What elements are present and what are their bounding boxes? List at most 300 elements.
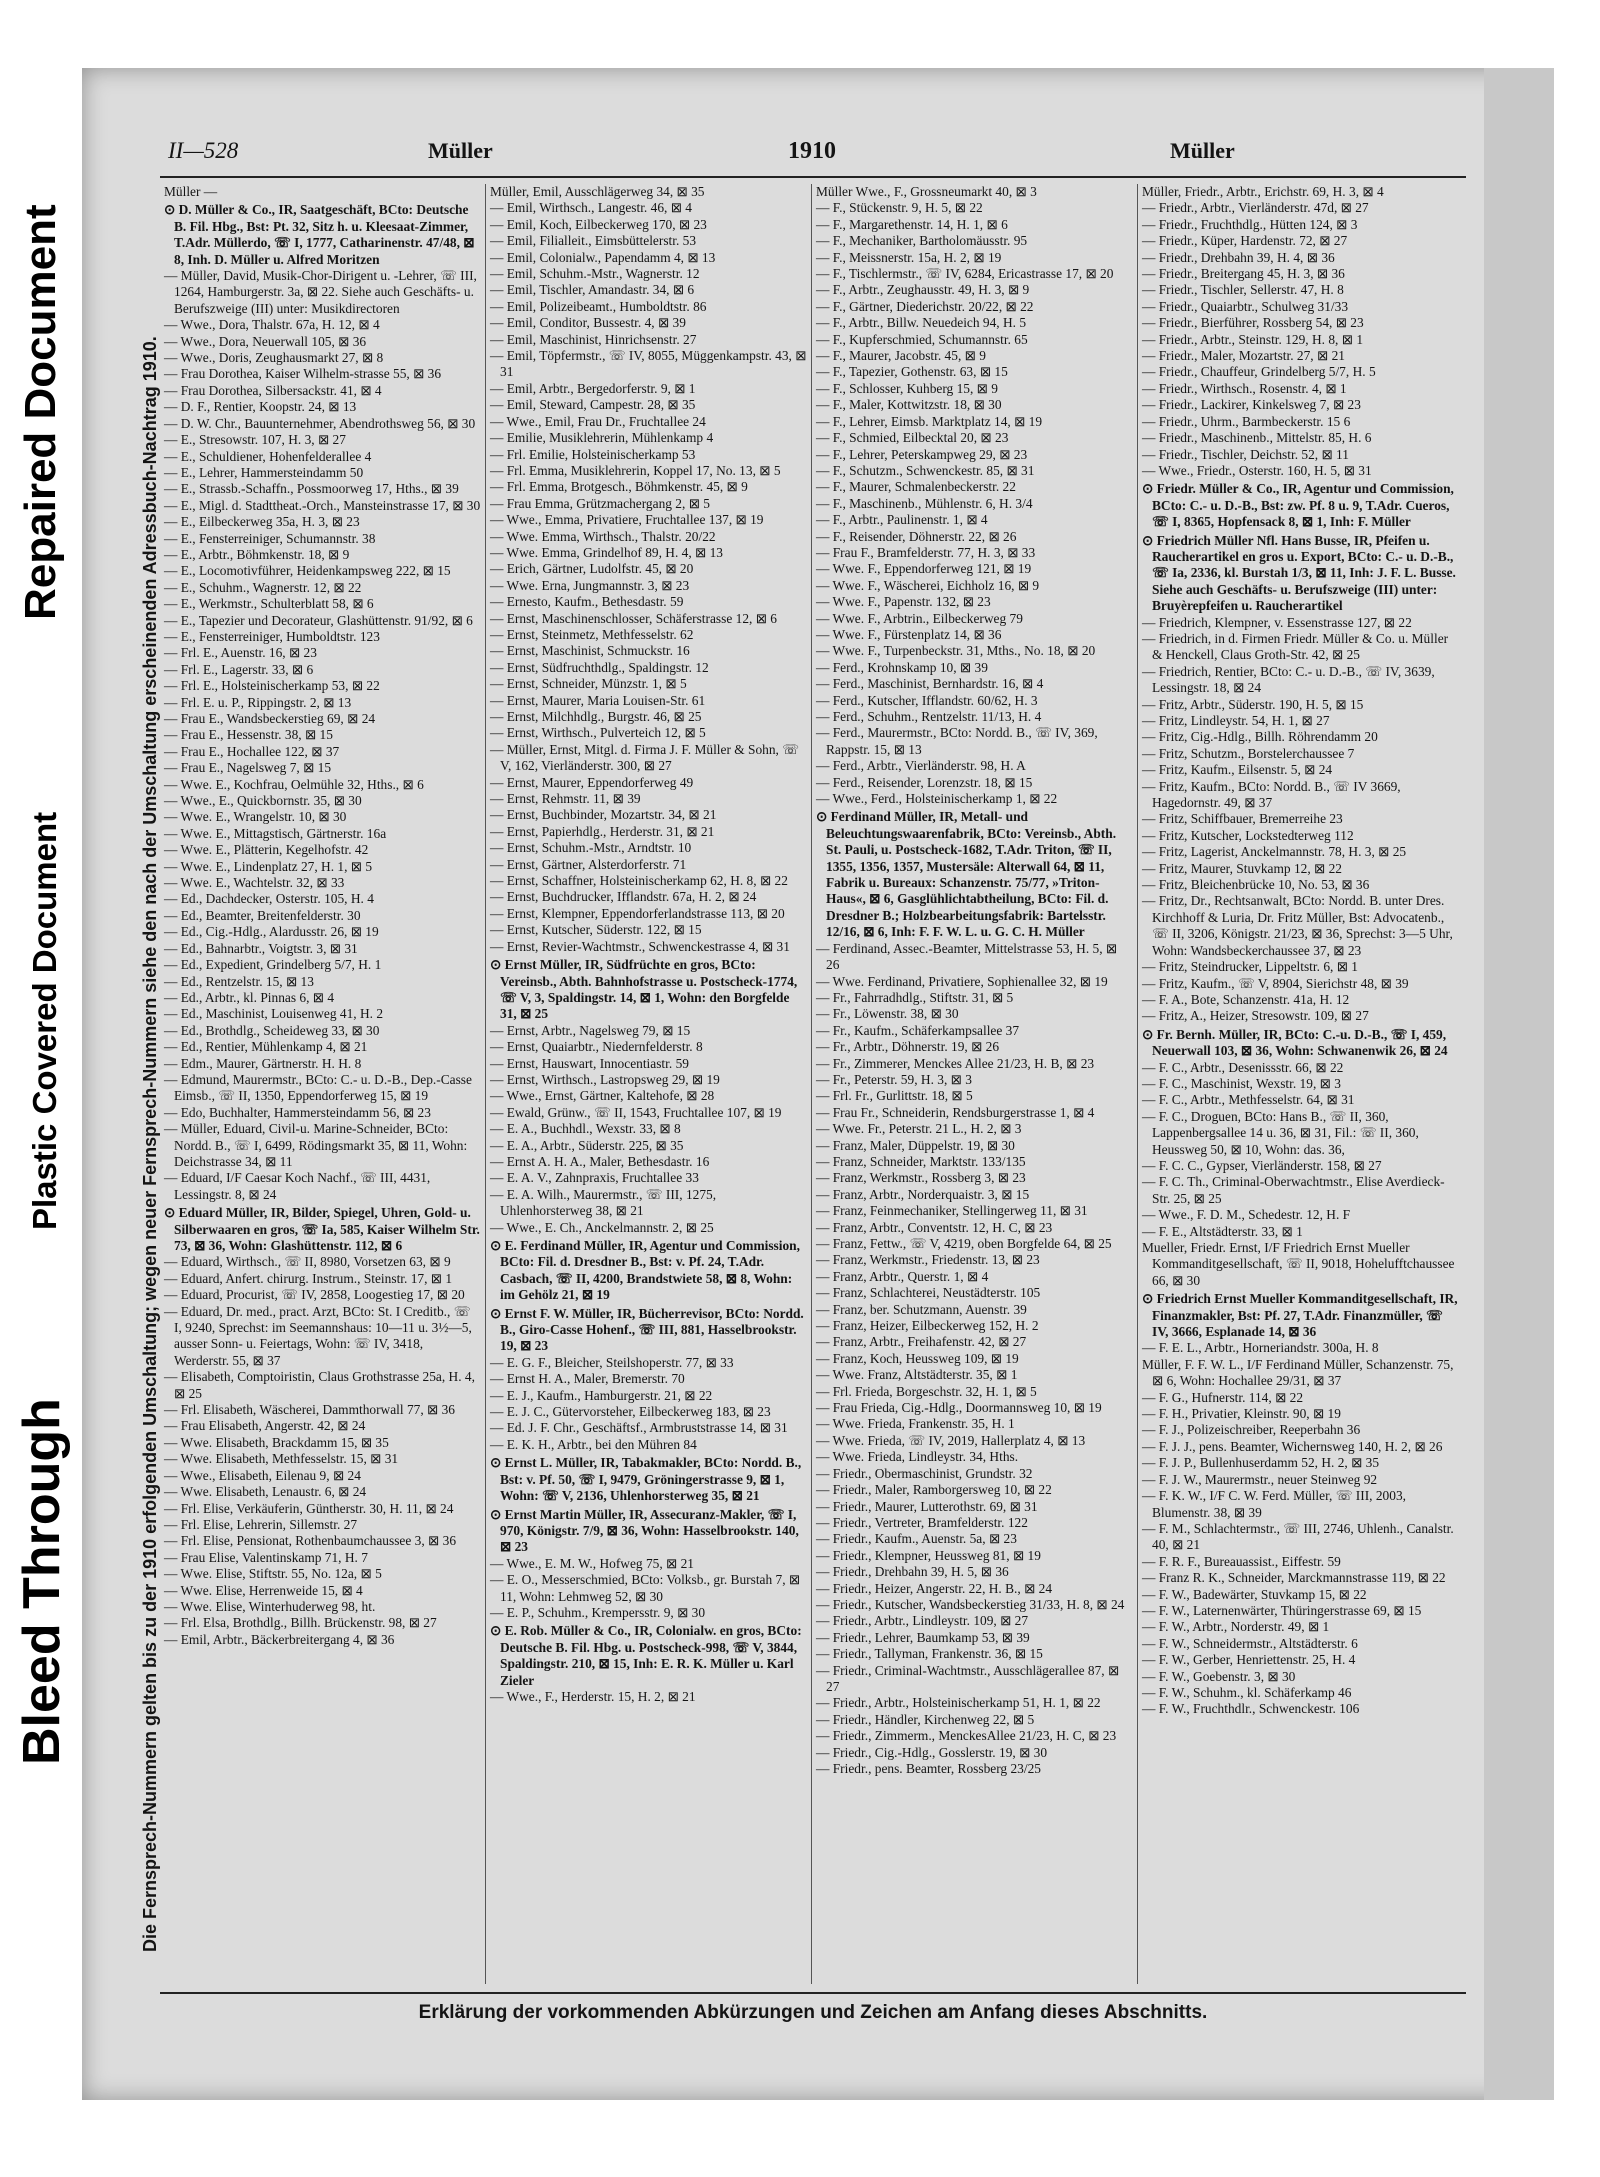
directory-entry: — Ed., Bahnarbtr., Voigtstr. 3, ⊠ 31 bbox=[164, 940, 358, 956]
directory-entry: — Wwe., E. Ch., Anckelmannstr. 2, ⊠ 25 bbox=[490, 1219, 714, 1235]
directory-entry: — F. C., Arbtr., Desenissstr. 66, ⊠ 22 bbox=[1142, 1059, 1344, 1075]
directory-entry: — E., Stresowstr. 107, H. 3, ⊠ 27 bbox=[164, 432, 346, 448]
directory-entry: — F., Lehrer, Peterskampweg 29, ⊠ 23 bbox=[816, 446, 1028, 462]
directory-entry: — Emil, Töpfermstr., ☏ IV, 8055, Müggenkampstr. 43, ⊠ 31 bbox=[490, 348, 807, 380]
directory-entry: — Wwe. E., Lindenplatz 27, H. 1, ⊠ 5 bbox=[164, 858, 373, 874]
directory-entry: — F., Maurer, Jacobstr. 45, ⊠ 9 bbox=[816, 348, 986, 364]
directory-entry: — Wwe. Elise, Stiftstr. 55, No. 12a, ⊠ 5 bbox=[164, 1566, 382, 1582]
directory-entry: — Edm., Maurer, Gärtnerstr. H. H. 8 bbox=[164, 1055, 362, 1071]
directory-entry: — E., Lehrer, Hammersteindamm 50 bbox=[164, 464, 364, 480]
directory-entry: — F. J., Polizeischreiber, Reeperbahn 36 bbox=[1142, 1422, 1361, 1438]
directory-entry: — Ferd., Krohnskamp 10, ⊠ 39 bbox=[816, 659, 988, 675]
directory-entry: — Fritz, Lindleystr. 54, H. 1, ⊠ 27 bbox=[1142, 713, 1330, 728]
directory-entry: — E. J. C., Gütervorsteher, Eilbeckerweg 183, ⊠ 23 bbox=[490, 1404, 771, 1420]
directory-entry: — E., Tapezier und Decorateur, Glashüttenstr. 91/92, ⊠ 6 bbox=[164, 612, 473, 628]
directory-entry: — Frl. E. u. P., Rippingstr. 2, ⊠ 13 bbox=[164, 694, 352, 710]
page-number: II—528 bbox=[168, 138, 239, 163]
directory-entry: — Wwe., Emil, Frau Dr., Fruchtallee 24 bbox=[490, 413, 706, 429]
directory-entry: — Ed., Rentzelstr. 15, ⊠ 13 bbox=[164, 973, 314, 989]
header-rule bbox=[160, 176, 1466, 178]
directory-entry: — Emil, Steward, Campestr. 28, ⊠ 35 bbox=[490, 397, 696, 413]
directory-entry: — Wwe., F., Herderstr. 15, H. 2, ⊠ 21 bbox=[490, 1688, 696, 1704]
directory-entry: — Ernst, Schneider, Münzstr. 1, ⊠ 5 bbox=[490, 676, 687, 692]
directory-entry: — F., Reisender, Döhnerstr. 22, ⊠ 26 bbox=[816, 528, 1017, 544]
directory-entry: — Friedr., Arbtr., Steinstr. 129, H. 8, ⊠ 1 bbox=[1142, 331, 1364, 347]
directory-entry: — Wwe. E., Mittagstisch, Gärtnerstr. 16a bbox=[164, 825, 387, 841]
directory-entry: — F., Mechaniker, Bartholomäusstr. 95 bbox=[816, 233, 1028, 249]
directory-entry: — Friedr., Quaiarbtr., Schulweg 31/33 bbox=[1142, 298, 1349, 314]
directory-entry: ⊙ Eduard Müller, IR, Bilder, Spiegel, Uhren, Gold- u. Silberwaaren en gros, ☏ Ia, 585, Kaiser Wilhelm Str. 73, ⊠ 36, Wohn: Glashüttenstr. 112, ⊠ 6 bbox=[164, 1205, 480, 1253]
directory-entry: — Frau E., Wandsbeckerstieg 69, ⊠ 24 bbox=[164, 711, 376, 726]
directory-entry: — Ernst, Rehmstr. 11, ⊠ 39 bbox=[490, 791, 641, 807]
directory-entry: — E., Locomotivführer, Heidenkampsweg 222, ⊠ 15 bbox=[164, 563, 451, 579]
directory-entry: Müller, F. F. W. L., I/F Ferdinand Müller, Schanzenstr. 75, ⊠ 6, Wohn: Hochallee 29/31, ⊠ 37 bbox=[1142, 1356, 1454, 1389]
directory-entry: — Fr., Zimmerer, Menckes Allee 21/23, H. B, ⊠ 23 bbox=[816, 1055, 1095, 1071]
page-header bbox=[160, 132, 1466, 176]
directory-entry: — Franz, Feinmechaniker, Stellingerweg 11, ⊠ 31 bbox=[816, 1203, 1088, 1219]
directory-entry: — E., Migl. d. Stadttheat.-Orch., Mansteinstrasse 17, ⊠ 30 bbox=[164, 497, 481, 513]
directory-entry: — Ernst A. H. A., Maler, Bethesdastr. 16 bbox=[490, 1153, 710, 1169]
directory-entry: — Ernst, Arbtr., Nagelsweg 79, ⊠ 15 bbox=[490, 1022, 691, 1038]
directory-entry: — F. C., Maschinist, Wexstr. 19, ⊠ 3 bbox=[1142, 1075, 1341, 1091]
directory-entry: — E., Fensterreiniger, Schumannstr. 38 bbox=[164, 530, 376, 546]
directory-entry: — Emil, Arbtr., Bäckerbreitergang 4, ⊠ 36 bbox=[164, 1631, 395, 1647]
directory-entry: — Ernst, Revier-Wachtmstr., Schwenckestrasse 4, ⊠ 31 bbox=[490, 938, 790, 954]
directory-entry: — Franz, Heizer, Eilbeckerweg 152, H. 2 bbox=[816, 1318, 1039, 1334]
directory-entry: — Ewald, Grünw., ☏ II, 1543, Fruchtallee 107, ⊠ 19 bbox=[490, 1104, 782, 1120]
directory-entry: — E. P., Schuhm., Krempersstr. 9, ⊠ 30 bbox=[490, 1604, 706, 1620]
directory-entry: — Wwe. Frieda, Lindleystr. 34, Hths. bbox=[816, 1449, 1019, 1465]
directory-entry: Müller, Friedr., Arbtr., Erichstr. 69, H. 3, ⊠ 4 bbox=[1142, 184, 1384, 199]
directory-entry: — Fritz, A., Heizer, Stresowstr. 109, ⊠ 27 bbox=[1142, 1008, 1369, 1024]
directory-entry: — Ernst, Klempner, Eppendorferlandstrasse 113, ⊠ 20 bbox=[490, 905, 785, 921]
directory-entry: — E. K. H., Arbtr., bei den Mühren 84 bbox=[490, 1436, 697, 1452]
directory-entry: — F. W., Badewärter, Stuvkamp 15, ⊠ 22 bbox=[1142, 1586, 1367, 1602]
directory-entry: — F., Schlosser, Kuhberg 15, ⊠ 9 bbox=[816, 380, 998, 396]
directory-entry: — Friedrich, in d. Firmen Friedr. Müller & Co. u. Müller & Henckell, Claus Groth-Str. 42, ⊠ 25 bbox=[1142, 630, 1449, 663]
directory-entry: — Frl. Elise, Verkäuferin, Güntherstr. 30, H. 11, ⊠ 24 bbox=[164, 1500, 454, 1516]
directory-entry: — F. C. C., Gypser, Vierländerstr. 158, ⊠ 27 bbox=[1142, 1157, 1382, 1173]
directory-entry: — Ed. J. F. Chr., Geschäftsf., Armbruststrasse 14, ⊠ 31 bbox=[490, 1420, 788, 1436]
directory-entry: — Fr., Peterstr. 59, H. 3, ⊠ 3 bbox=[816, 1071, 972, 1087]
directory-entry: — F., Meissnerstr. 15a, H. 2, ⊠ 19 bbox=[816, 249, 1002, 265]
directory-entry: ⊙ D. Müller & Co., IR, Saatgeschäft, BCto: Deutsche B. Fil. Hbg., Bst: Pt. 32, Sitz h. u. Kleesaat-Zimmer, T.Adr. Müllerdo, ☏ I, 1777, Catharinenstr. 47/48, ⊠ 8, Inh. D. Müller u. Alfred Moritzen bbox=[164, 202, 475, 267]
directory-entry: — Friedr., Drehbahn 39, H. 4, ⊠ 36 bbox=[1142, 249, 1335, 265]
directory-entry: — Friedr., Lackirer, Kinkelsweg 7, ⊠ 23 bbox=[1142, 397, 1361, 413]
directory-entry: — Fritz, Cig.-Hdlg., Billh. Röhrendamm 20 bbox=[1142, 729, 1378, 745]
directory-entry: — D. W. Chr., Bauunternehmer, Abendrothsweg 56, ⊠ 30 bbox=[164, 415, 476, 431]
directory-entry: — Wwe. Emma, Grindelhof 89, H. 4, ⊠ 13 bbox=[490, 544, 723, 560]
directory-entry: — E., Schuhm., Wagnerstr. 12, ⊠ 22 bbox=[164, 579, 362, 595]
directory-entry: — Friedr., Chauffeur, Grindelberg 5/7, H. 5 bbox=[1142, 364, 1376, 380]
directory-entry: — F., Arbtr., Billw. Neuedeich 94, H. 5 bbox=[816, 315, 1027, 331]
directory-entry: — Ed., Maschinist, Louisenweg 41, H. 2 bbox=[164, 1006, 384, 1022]
directory-entry: — Frau E., Nagelsweg 7, ⊠ 15 bbox=[164, 760, 332, 776]
directory-entry: — Wwe. Franz, Altstädterstr. 35, ⊠ 1 bbox=[816, 1367, 1018, 1383]
directory-entry: — Frau Fr., Schneiderin, Rendsburgerstrasse 1, ⊠ 4 bbox=[816, 1104, 1095, 1120]
directory-entry: — Fr., Löwenstr. 38, ⊠ 30 bbox=[816, 1006, 959, 1022]
directory-entry: — Franz, Arbtr., Querstr. 1, ⊠ 4 bbox=[816, 1268, 989, 1284]
directory-entry: — Wwe., Dora, Neuerwall 105, ⊠ 36 bbox=[164, 333, 367, 349]
directory-entry: — Ed., Expedient, Grindelberg 5/7, H. 1 bbox=[164, 957, 382, 973]
header-year: 1910 bbox=[788, 138, 836, 164]
column-1 bbox=[160, 184, 486, 1984]
directory-entry: — Emil, Wirthsch., Langestr. 46, ⊠ 4 bbox=[490, 200, 692, 216]
directory-entry: — Wwe. Elisabeth, Brackdamm 15, ⊠ 35 bbox=[164, 1434, 389, 1450]
directory-entry: — F. W., Schneidermstr., Altstädterstr. 6 bbox=[1142, 1635, 1358, 1651]
directory-entry: ⊙ Ferdinand Müller, IR, Metall- und Beleuchtungswaarenfabrik, BCto: Vereinsb., Abth. St. Pauli, u. Postscheck-1682, T.Adr. Triton, ☏ II, 1355, 1356, 1357, Mustersäle: Alterwall 64, ⊠ 11, Fabrik u. Bureaux: Schanzenstr. 75/77, »Triton-Haus«, ⊠ 6, Gasglühlichtabtheilung, BCto: Fil. d. Dresdner B.; Holzbearbeitungsfabrik: Bartelsstr. 12/16, ⊠ 6, Inh: F. F. W. L. u. G. C. H. Müller bbox=[816, 809, 1117, 940]
directory-entry: Müller, Emil, Ausschlägerweg 34, ⊠ 35 bbox=[490, 184, 705, 199]
directory-entry: — F. W., Fruchthdlr., Schwenckestr. 106 bbox=[1142, 1701, 1360, 1717]
directory-entry: — Ernst, Hauswart, Innocentiastr. 59 bbox=[490, 1055, 689, 1071]
directory-entry: — Ernst, Maurer, Maria Louisen-Str. 61 bbox=[490, 692, 706, 708]
directory-entry: — F. W., Schuhm., kl. Schäferkamp 46 bbox=[1142, 1684, 1352, 1700]
directory-entry: — Wwe., Ernst, Gärtner, Kaltehofe, ⊠ 28 bbox=[490, 1088, 715, 1104]
directory-entry: — Frl. Fr., Gurlittstr. 18, ⊠ 5 bbox=[816, 1088, 973, 1104]
directory-entry: — Ernst, Milchhdlg., Burgstr. 46, ⊠ 25 bbox=[490, 709, 702, 724]
directory-entry: — F., Stückenstr. 9, H. 5, ⊠ 22 bbox=[816, 200, 983, 216]
directory-entry: — Friedr., Criminal-Wachtmstr., Ausschlägerallee 87, ⊠ 27 bbox=[816, 1662, 1120, 1694]
directory-entry: — F. H., Privatier, Kleinstr. 90, ⊠ 19 bbox=[1142, 1406, 1341, 1422]
directory-entry: — Wwe. E., Wachtelstr. 32, ⊠ 33 bbox=[164, 875, 345, 891]
directory-entry: — Ernst, Gärtner, Alsterdorferstr. 71 bbox=[490, 856, 687, 872]
directory-entry: — F. J. P., Bullenhuserdamm 52, H. 2, ⊠ 35 bbox=[1142, 1455, 1380, 1471]
directory-entry: — Wwe. F., Turpenbeckstr. 31, Mths., No. 18, ⊠ 20 bbox=[816, 643, 1096, 659]
directory-entry: — Friedr., Wirthsch., Rosenstr. 4, ⊠ 1 bbox=[1142, 380, 1347, 396]
directory-entry: — Friedr., Breitergang 45, H. 3, ⊠ 36 bbox=[1142, 266, 1345, 282]
directory-entry: — Franz, Schneider, Marktstr. 133/135 bbox=[816, 1153, 1026, 1169]
directory-entry: ⊙ Friedrich Ernst Mueller Kommanditgesellschaft, IR, Finanzmakler, Bst: Pf. 27, T.Adr. Finanzmüller, ☏ IV, 3666, Esplanade 14, ⊠ 36 bbox=[1142, 1291, 1458, 1340]
directory-entry: — Fr., Kaufm., Schäferkampsallee 37 bbox=[816, 1022, 1020, 1038]
directory-entry: — E., Strassb.-Schaffn., Possmoorweg 17, Hths., ⊠ 39 bbox=[164, 481, 459, 497]
directory-entry: — Emil, Maschinist, Hinrichsenstr. 27 bbox=[490, 331, 697, 347]
directory-entry: — Wwe. F., Fürstenplatz 14, ⊠ 36 bbox=[816, 626, 1002, 642]
directory-entry: — Frau Dorothea, Silbersackstr. 41, ⊠ 4 bbox=[164, 382, 382, 398]
bleed-through-label: Bleed Through bbox=[13, 1398, 71, 1765]
directory-entry: — Eduard, Procurist, ☏ IV, 2858, Loogestieg 17, ⊠ 20 bbox=[164, 1287, 465, 1303]
directory-entry: — Ed., Dachdecker, Osterstr. 105, H. 4 bbox=[164, 891, 374, 907]
directory-entry: — Edmund, Maurermstr., BCto: C.- u. D.-B., Dep.-Casse Eimsb., ☏ II, 1350, Eppendorferweg 15, ⊠ 19 bbox=[164, 1071, 472, 1104]
directory-entry: — Müller, David, Musik-Chor-Dirigent u. -Lehrer, ☏ III, 1264, Hamburgerstr. 3a, ⊠ 22. Siehe auch Geschäfts- u. Berufszweige (III) unter: Musikdirectoren bbox=[164, 268, 477, 316]
directory-entry: — Frau E., Hessenstr. 38, ⊠ 15 bbox=[164, 727, 333, 743]
directory-entry: — Emil, Colonialw., Papendamm 4, ⊠ 13 bbox=[490, 249, 716, 265]
directory-entry: — Eduard, Wirthsch., ☏ II, 8980, Vorsetzen 63, ⊠ 9 bbox=[164, 1254, 451, 1270]
directory-entry: — Fritz, Lagerist, Anckelmannstr. 78, H. 3, ⊠ 25 bbox=[1142, 844, 1407, 860]
directory-entry: — Franz, ber. Schutzmann, Auenstr. 39 bbox=[816, 1301, 1027, 1317]
directory-entry: — Franz, Schlachterei, Neustädterstr. 105 bbox=[816, 1285, 1041, 1301]
directory-entry: — Frl. Frieda, Borgeschstr. 32, H. 1, ⊠ 5 bbox=[816, 1383, 1037, 1399]
directory-entry: — Wwe., Doris, Zeughausmarkt 27, ⊠ 8 bbox=[164, 350, 384, 366]
directory-entry: — Wwe. E., Kochfrau, Oelmühle 32, Hths., ⊠ 6 bbox=[164, 776, 424, 792]
directory-entry: — Ernst, Quaiarbtr., Niedernfelderstr. 8 bbox=[490, 1039, 703, 1055]
directory-entry: — E., Arbtr., Böhmkenstr. 18, ⊠ 9 bbox=[164, 546, 350, 562]
directory-entry: — Friedr., Bierführer, Rossberg 54, ⊠ 23 bbox=[1142, 315, 1364, 331]
directory-entry: — Fritz, Arbtr., Süderstr. 190, H. 5, ⊠ 15 bbox=[1142, 696, 1364, 712]
directory-entry: — Frl. Emma, Brotgesch., Böhmkenstr. 45, ⊠ 9 bbox=[490, 479, 748, 495]
directory-entry: ⊙ Ernst Martin Müller, IR, Assecuranz-Makler, ☏ I, 970, Königstr. 7/9, ⊠ 36, Wohn: Hasselbrookstr. 140, ⊠ 23 bbox=[490, 1506, 799, 1555]
directory-entry: — Ernst, Buchbinder, Mozartstr. 34, ⊠ 21 bbox=[490, 807, 717, 823]
directory-entry: — Ed., Brothdlg., Scheideweg 33, ⊠ 30 bbox=[164, 1022, 380, 1038]
telephone-notice: Die Fernsprech-Nummern gelten bis zu der 1910 erfolgenden Umschaltung; wegen neuer Fernsprech-Nummern siehe den nach der Umschaltung erscheinenden Adressbuch-Nachtrag 1910. bbox=[140, 336, 160, 1952]
directory-entry: — Emil, Conditor, Bussestr. 4, ⊠ 39 bbox=[490, 315, 686, 331]
directory-entry: — Ernst, Südfruchthdlg., Spaldingstr. 12 bbox=[490, 659, 709, 675]
directory-entry: — Ernst, Schuhm.-Mstr., Arndtstr. 10 bbox=[490, 840, 692, 856]
directory-entry: — Fritz, Steindrucker, Lippeltstr. 6, ⊠ 1 bbox=[1142, 959, 1358, 975]
abbreviation-footer: Erklärung der vorkommenden Abkürzungen und Zeichen am Anfang dieses Abschnitts. bbox=[418, 2002, 1208, 2023]
directory-entry: — Friedr., Maler, Mozartstr. 27, ⊠ 21 bbox=[1142, 348, 1345, 364]
directory-entry: — Frau Frieda, Cig.-Hdlg., Doormannsweg 10, ⊠ 19 bbox=[816, 1400, 1102, 1416]
directory-entry: — Franz, Arbtr., Conventstr. 12, H. C, ⊠ 23 bbox=[816, 1219, 1053, 1235]
directory-entry: — Frl. Elise, Pensionat, Rothenbaumchaussee 3, ⊠ 36 bbox=[164, 1533, 457, 1549]
directory-entry: — Wwe. Elisabeth, Methfesselstr. 15, ⊠ 31 bbox=[164, 1451, 399, 1467]
directory-entry: — Friedr., Lehrer, Baumkamp 53, ⊠ 39 bbox=[816, 1629, 1030, 1645]
directory-entry: — Friedr., Arbtr., Lindleystr. 109, ⊠ 27 bbox=[816, 1613, 1029, 1629]
directory-entry: — D. F., Rentier, Koopstr. 24, ⊠ 13 bbox=[164, 399, 357, 415]
directory-entry: — F. J. W., Maurermstr., neuer Steinweg 92 bbox=[1142, 1471, 1378, 1487]
directory-entry: — Eduard, Dr. med., pract. Arzt, BCto: St. I Creditb., ☏ I, 9240, Sprechst: im Seemannshaus: 10—11 u. 3½—5, ausser Sonn- u. Feiertags, Wohn: ☏ IV, 3418, Werderstr. 55, ⊠ 37 bbox=[164, 1303, 472, 1368]
directory-entry: ⊙ E. Rob. Müller & Co., IR, Colonialw. en gros, BCto: Deutsche B. Fil. Hbg. u. Postscheck-998, ☏ V, 3844, Spaldingstr. 210, ⊠ 15, Inh: E. R. K. Müller u. Karl Zieler bbox=[490, 1623, 802, 1688]
directory-entry: — E., Werkmstr., Schulterblatt 58, ⊠ 6 bbox=[164, 596, 374, 612]
footer-rule bbox=[160, 1992, 1466, 1994]
directory-entry: — F., Gärtner, Diederichstr. 20/22, ⊠ 22 bbox=[816, 298, 1034, 314]
directory-entry: — F. W., Goebenstr. 3, ⊠ 30 bbox=[1142, 1668, 1296, 1684]
directory-entry: — E., Schuldiener, Hohenfelderallee 4 bbox=[164, 448, 372, 464]
directory-entry: — Friedr., Maler, Ramborgersweg 10, ⊠ 22 bbox=[816, 1482, 1052, 1498]
directory-entry: — Ferd., Schuhm., Rentzelstr. 11/13, H. 4 bbox=[816, 709, 1042, 724]
directory-entry: — Franz, Koch, Heussweg 109, ⊠ 19 bbox=[816, 1350, 1019, 1366]
directory-entry: — Emil, Filialleit., Eimsbüttelerstr. 53 bbox=[490, 233, 697, 249]
directory-entry: — Frl. E., Lagerstr. 33, ⊠ 6 bbox=[164, 661, 314, 677]
directory-entry: — Wwe. Frieda, ☏ IV, 2019, Hallerplatz 4, ⊠ 13 bbox=[816, 1432, 1086, 1448]
directory-entry: ⊙ Ernst F. W. Müller, IR, Bücherrevisor, BCto: Nordd. B., Giro-Casse Hohenf., ☏ III, 881, Hasselbrookstr. 19, ⊠ 23 bbox=[490, 1305, 804, 1354]
directory-entry: — Ernst, Wirthsch., Pulverteich 12, ⊠ 5 bbox=[490, 725, 706, 741]
directory-entry: — Wwe. E., Plätterin, Kegelhofstr. 42 bbox=[164, 842, 369, 858]
directory-entry: ⊙ Friedr. Müller & Co., IR, Agentur und Commission, BCto: C.- u. D.-B., Bst: zw. Pf. 8 u. 9, T.Adr. Cueros, ☏ I, 8365, Hopfensack 8, ⊠ 1, Inh: F. Müller bbox=[1142, 481, 1454, 530]
directory-entry: — Franz, Werkmstr., Friedenstr. 13, ⊠ 23 bbox=[816, 1252, 1040, 1268]
directory-entry: — Friedr., Maschinenb., Mittelstr. 85, H. 6 bbox=[1142, 430, 1372, 446]
directory-entry: — F., Schutzm., Schwenckestr. 85, ⊠ 31 bbox=[816, 462, 1035, 478]
directory-entry: — Friedr., Klempner, Heussweg 81, ⊠ 19 bbox=[816, 1547, 1041, 1563]
directory-entry: — Wwe., Emma, Privatiere, Fruchtallee 137, ⊠ 19 bbox=[490, 512, 764, 528]
directory-entry: ⊙ E. Ferdinand Müller, IR, Agentur und Commission, BCto: Fil. d. Dresdner B., Bst: v. Pf. 24, T.Adr. Casbach, ☏ II, 4200, Brandstwiete 58, ⊠ 8, Wohn: im Gehölz 21, ⊠ 19 bbox=[490, 1238, 800, 1303]
directory-entry: — Ernst, Buchdrucker, Ifflandstr. 67a, H. 2, ⊠ 24 bbox=[490, 889, 757, 905]
directory-entry: — Emil, Tischler, Amandastr. 34, ⊠ 6 bbox=[490, 282, 695, 298]
directory-entry: — F., Maschinenb., Mühlenstr. 6, H. 3/4 bbox=[816, 495, 1033, 511]
directory-entry: — Frl. Elsa, Brothdlg., Billh. Brückenstr. 98, ⊠ 27 bbox=[164, 1615, 437, 1631]
directory-entry: — Ferd., Maschinist, Bernhardstr. 16, ⊠ 4 bbox=[816, 676, 1044, 692]
directory-entry: — Frau E., Hochallee 122, ⊠ 37 bbox=[164, 743, 340, 759]
scanned-page bbox=[82, 68, 1554, 2100]
directory-entry: — Frau F., Bramfelderstr. 77, H. 3, ⊠ 33 bbox=[816, 544, 1036, 560]
directory-entry: — Friedr., Tischler, Sellerstr. 47, H. 8 bbox=[1142, 282, 1344, 298]
directory-entry: — Ferd., Kutscher, Ifflandstr. 60/62, H. 3 bbox=[816, 692, 1038, 708]
directory-entry: — E. G. F., Bleicher, Steilshoperstr. 77, ⊠ 33 bbox=[490, 1354, 734, 1370]
directory-entry: — Wwe., F. D. M., Schedestr. 12, H. F bbox=[1142, 1207, 1351, 1223]
directory-entry: — Wwe. E., Wrangelstr. 10, ⊠ 30 bbox=[164, 809, 347, 825]
directory-entry: — E. A. Wilh., Maurermstr., ☏ III, 1275, Uhlenhorsterweg 38, ⊠ 21 bbox=[490, 1186, 717, 1219]
directory-entry: — Wwe., E., Quickbornstr. 35, ⊠ 30 bbox=[164, 793, 362, 809]
directory-entry: — Ed., Beamter, Breitenfelderstr. 30 bbox=[164, 907, 361, 923]
directory-entry: — F. W., Laternenwärter, Thüringerstrasse 69, ⊠ 15 bbox=[1142, 1602, 1422, 1618]
directory-entry: — F., Tischlermstr., ☏ IV, 6284, Ericastrasse 17, ⊠ 20 bbox=[816, 266, 1114, 282]
directory-entry: — F., Arbtr., Paulinenstr. 1, ⊠ 4 bbox=[816, 512, 988, 528]
directory-entry: — Wwe. Elise, Winterhuderweg 98, ht. bbox=[164, 1598, 376, 1614]
directory-entry: — F. C., Droguen, BCto: Hans B., ☏ II, 360, Lappenbergsallee 14 u. 36, ⊠ 31, Fil.: ☏ II, 360, Heussweg 50, ⊠ 10, Wohn: das. 36, bbox=[1142, 1108, 1419, 1157]
directory-entry: — F. G., Hufnerstr. 114, ⊠ 22 bbox=[1142, 1389, 1304, 1405]
directory-entry: — Wwe. Frieda, Frankenstr. 35, H. 1 bbox=[816, 1416, 1015, 1432]
directory-entry: — Friedr., Heizer, Angerstr. 22, H. B., ⊠ 24 bbox=[816, 1580, 1053, 1596]
directory-entry: — Franz, Arbtr., Norderquaistr. 3, ⊠ 15 bbox=[816, 1186, 1030, 1202]
directory-entry: — Ferd., Arbtr., Vierländerstr. 98, H. A bbox=[816, 758, 1026, 774]
directory-entry: — Franz R. K., Schneider, Marckmannstrasse 119, ⊠ 22 bbox=[1142, 1570, 1446, 1586]
directory-entry: — Wwe. Erna, Jungmannstr. 3, ⊠ 23 bbox=[490, 577, 690, 593]
directory-entry: — F. M., Schlachtermstr., ☏ III, 2746, Uhlenh., Canalstr. 40, ⊠ 21 bbox=[1142, 1520, 1454, 1553]
page-edge-shadow bbox=[1484, 68, 1554, 2100]
directory-entry: — Emil, Schuhm.-Mstr., Wagnerstr. 12 bbox=[490, 266, 700, 282]
directory-entry: — Wwe. Fr., Peterstr. 21 L., H. 2, ⊠ 3 bbox=[816, 1121, 1022, 1137]
directory-entry: — Müller, Eduard, Civil-u. Marine-Schneider, BCto: Nordd. B., ☏ I, 6499, Rödingsmarkt 35, ⊠ 11, Wohn: Deichstrasse 34, ⊠ 11 bbox=[164, 1121, 468, 1169]
directory-entry: — F. A., Bote, Schanzenstr. 41a, H. 12 bbox=[1142, 991, 1350, 1007]
directory-entry: — Emil, Koch, Eilbeckerweg 170, ⊠ 23 bbox=[490, 216, 707, 232]
directory-entry: — Wwe., Dora, Thalstr. 67a, H. 12, ⊠ 4 bbox=[164, 317, 380, 333]
directory-entry: — Franz, Arbtr., Freihafenstr. 42, ⊠ 27 bbox=[816, 1334, 1027, 1350]
directory-entry: — Fritz, Dr., Rechtsanwalt, BCto: Nordd. B. unter Dres. Kirchhoff & Luria, Dr. Fritz Müller, Bst: Advocatenb., ☏ II, 3206, Königstr. 21/23, ⊠ 36, Sprechst: 3—5 Uhr, Wohn: Wandsbeckerchaussee 37, ⊠ 23 bbox=[1142, 893, 1453, 958]
directory-entry: — F., Arbtr., Zeughausstr. 49, H. 3, ⊠ 9 bbox=[816, 282, 1030, 298]
directory-entry: ⊙ Ernst L. Müller, IR, Tabakmakler, BCto: Nordd. B., Bst: v. Pf. 50, ☏ I, 9479, Gröningerstrasse 9, ⊠ 1, Wohn: ☏ V, 2136, Uhlenhorsterweg 35, ⊠ 21 bbox=[490, 1455, 802, 1504]
directory-entry: — Friedr., Zimmerm., MenckesAllee 21/23, H. C, ⊠ 23 bbox=[816, 1728, 1117, 1744]
header-name-left: Müller bbox=[428, 138, 493, 163]
directory-entry: — Fritz, Maurer, Stuvkamp 12, ⊠ 22 bbox=[1142, 860, 1342, 876]
directory-entry: — Friedr., Kaufm., Auenstr. 5a, ⊠ 23 bbox=[816, 1531, 1017, 1547]
document-condition-labels bbox=[0, 0, 76, 2177]
directory-entry: ⊙ Ernst Müller, IR, Südfrüchte en gros, BCto: Vereinsb., Abth. Bahnhofstrasse u. Postscheck-1774, ☏ V, 3, Spaldingstr. 14, ⊠ 1, Wohn: den Borgfelde 31, ⊠ 25 bbox=[490, 957, 798, 1022]
directory-entry: — Friedr., Vertreter, Bramfelderstr. 122 bbox=[816, 1514, 1028, 1530]
directory-entry: — Frau Emma, Grützmachergang 2, ⊠ 5 bbox=[490, 495, 710, 511]
directory-entry: — Friedr., Fruchthdlg., Hütten 124, ⊠ 3 bbox=[1142, 216, 1358, 232]
directory-columns bbox=[160, 184, 1466, 1984]
directory-entry: — Fritz, Bleichenbrücke 10, No. 53, ⊠ 36 bbox=[1142, 877, 1370, 893]
directory-entry: — Franz, Werkmstr., Rossberg 3, ⊠ 23 bbox=[816, 1170, 1026, 1186]
directory-entry: — Müller, Ernst, Mitgl. d. Firma J. F. Müller & Sohn, ☏ V, 162, Vierländerstr. 300, ⊠ 27 bbox=[490, 741, 799, 774]
directory-entry: — Frl. Emma, Musiklehrerin, Koppel 17, No. 13, ⊠ 5 bbox=[490, 462, 781, 478]
directory-entry: — Ernst, Wirthsch., Lastropsweg 29, ⊠ 19 bbox=[490, 1071, 720, 1087]
directory-entry: — Fr., Arbtr., Döhnerstr. 19, ⊠ 26 bbox=[816, 1039, 1000, 1055]
directory-entry: — Wwe. Ferdinand, Privatiere, Sophienallee 32, ⊠ 19 bbox=[816, 973, 1108, 989]
directory-entry: — Ernst, Maschinenschlosser, Schäferstrasse 12, ⊠ 6 bbox=[490, 610, 777, 626]
directory-entry: — Fritz, Kaufm., BCto: Nordd. B., ☏ IV 3669, Hagedornstr. 49, ⊠ 37 bbox=[1142, 778, 1401, 811]
side-note-vertical bbox=[114, 272, 160, 1952]
directory-entry: — F., Tapezier, Gothenstr. 63, ⊠ 15 bbox=[816, 364, 1008, 380]
directory-entry: — F., Margarethenstr. 14, H. 1, ⊠ 6 bbox=[816, 216, 1008, 232]
directory-entry: — F. K. W., I/F C. W. Ferd. Müller, ☏ III, 2003, Blumenstr. 38, ⊠ 39 bbox=[1142, 1488, 1406, 1520]
directory-entry: — F. W., Arbtr., Norderstr. 49, ⊠ 1 bbox=[1142, 1619, 1330, 1635]
directory-entry: — F. E. L., Arbtr., Horneriandstr. 300a, H. 8 bbox=[1142, 1340, 1379, 1356]
directory-entry: — Frau Elisabeth, Angerstr. 42, ⊠ 24 bbox=[164, 1418, 366, 1434]
directory-entry: — Edo, Buchhalter, Hammersteindamm 56, ⊠ 23 bbox=[164, 1104, 431, 1120]
directory-entry: — F., Maurer, Schmalenbeckerstr. 22 bbox=[816, 479, 1016, 495]
directory-entry: — Wwe., Elisabeth, Eilenau 9, ⊠ 24 bbox=[164, 1467, 361, 1483]
directory-entry: — Eduard, I/F Caesar Koch Nachf., ☏ III, 4431, Lessingstr. 8, ⊠ 24 bbox=[164, 1170, 431, 1202]
directory-entry: — Ernesto, Kaufm., Bethesdastr. 59 bbox=[490, 594, 684, 610]
directory-entry: — Frau Elise, Valentinskamp 71, H. 7 bbox=[164, 1549, 368, 1565]
directory-entry: — Wwe. F., Eppendorferweg 121, ⊠ 19 bbox=[816, 561, 1032, 577]
plastic-covered-label: Plastic Covered Document bbox=[26, 811, 63, 1230]
directory-entry: — F. J. J., pens. Beamter, Wichernsweg 140, H. 2, ⊠ 26 bbox=[1142, 1438, 1443, 1454]
directory-entry: — F. C., Arbtr., Methfesselstr. 64, ⊠ 31 bbox=[1142, 1092, 1355, 1108]
directory-entry: — Wwe., E. M. W., Hofweg 75, ⊠ 21 bbox=[490, 1555, 695, 1571]
directory-entry: — Friedr., pens. Beamter, Rossberg 23/25 bbox=[816, 1761, 1041, 1776]
directory-entry: — Fritz, Kaufm., ☏ V, 8904, Sierichstr 48, ⊠ 39 bbox=[1142, 975, 1409, 991]
directory-entry: — F., Lehrer, Eimsb. Marktplatz 14, ⊠ 19 bbox=[816, 413, 1043, 429]
directory-entry: — Eduard, Anfert. chirurg. Instrum., Steinstr. 17, ⊠ 1 bbox=[164, 1270, 453, 1286]
directory-entry: Müller — bbox=[164, 184, 218, 199]
directory-entry: — E., Fensterreiniger, Humboldtstr. 123 bbox=[164, 628, 380, 644]
page-content bbox=[140, 132, 1466, 2062]
directory-entry: — Wwe. Elise, Herrenweide 15, ⊠ 4 bbox=[164, 1582, 363, 1598]
header-name-right: Müller bbox=[1170, 138, 1235, 163]
directory-entry: — Ed., Arbtr., kl. Pinnas 6, ⊠ 4 bbox=[164, 989, 335, 1005]
directory-entry: Müller Wwe., F., Grossneumarkt 40, ⊠ 3 bbox=[816, 184, 1037, 199]
directory-entry: — Wwe. Elisabeth, Lenaustr. 6, ⊠ 24 bbox=[164, 1484, 367, 1500]
directory-entry: — Wwe. F., Wäscherei, Eichholz 16, ⊠ 9 bbox=[816, 577, 1040, 593]
directory-entry: — Erich, Gärtner, Ludolfstr. 45, ⊠ 20 bbox=[490, 561, 694, 577]
directory-entry: — Elisabeth, Comptoiristin, Claus Grothstrasse 25a, H. 4, ⊠ 25 bbox=[164, 1369, 475, 1401]
directory-entry: — Fritz, Kutscher, Lockstedterweg 112 bbox=[1142, 827, 1354, 843]
directory-entry: — Friedr., Kutscher, Wandsbeckerstieg 31/33, H. 8, ⊠ 24 bbox=[816, 1596, 1125, 1612]
directory-entry: — Ed., Rentier, Mühlenkamp 4, ⊠ 21 bbox=[164, 1039, 368, 1055]
directory-entry: — Friedr., Obermaschinist, Grundstr. 32 bbox=[816, 1465, 1033, 1481]
directory-entry: — F., Kupferschmied, Schumannstr. 65 bbox=[816, 331, 1028, 347]
directory-entry: — Ernst, Maurer, Eppendorferweg 49 bbox=[490, 774, 694, 790]
directory-entry: — Emil, Polizeibeamt., Humboldtstr. 86 bbox=[490, 298, 707, 314]
directory-entry: — F. R. F., Bureauassist., Eiffestr. 59 bbox=[1142, 1553, 1341, 1569]
directory-entry: — E., Eilbeckerweg 35a, H. 3, ⊠ 23 bbox=[164, 514, 360, 530]
directory-entry: — Fr., Fahrradhdlg., Stiftstr. 31, ⊠ 5 bbox=[816, 989, 1014, 1005]
directory-entry: — F. W., Gerber, Henriettenstr. 25, H. 4 bbox=[1142, 1652, 1356, 1668]
directory-entry: — Wwe., Friedr., Osterstr. 160, H. 5, ⊠ 31 bbox=[1142, 462, 1372, 478]
directory-entry: — Friedr., Maurer, Lutterothstr. 69, ⊠ 31 bbox=[816, 1498, 1038, 1514]
directory-entry: — Frau Dorothea, Kaiser Wilhelm-strasse 55, ⊠ 36 bbox=[164, 366, 442, 382]
directory-entry: — Ernst H. A., Maler, Bremerstr. 70 bbox=[490, 1371, 685, 1387]
directory-entry: — Fritz, Schutzm., Borstelerchaussee 7 bbox=[1142, 745, 1355, 761]
directory-entry: — Fritz, Schiffbauer, Bremerreihe 23 bbox=[1142, 811, 1343, 827]
repaired-document-label: Repaired Document bbox=[16, 204, 65, 620]
directory-entry: — Franz, Maler, Düppelstr. 19, ⊠ 30 bbox=[816, 1137, 1015, 1153]
directory-entry: — Ernst, Steinmetz, Methfesselstr. 62 bbox=[490, 626, 694, 642]
directory-entry: — Frl. Emilie, Holsteinischerkamp 53 bbox=[490, 446, 696, 462]
directory-entry: — Franz, Fettw., ☏ V, 4219, oben Borgfelde 64, ⊠ 25 bbox=[816, 1236, 1112, 1251]
directory-entry: — Friedr., Küper, Hardenstr. 72, ⊠ 27 bbox=[1142, 233, 1348, 249]
directory-entry: — Frl. Elisabeth, Wäscherei, Dammthorwall 77, ⊠ 36 bbox=[164, 1402, 455, 1418]
directory-entry: ⊙ Friedrich Müller Nfl. Hans Busse, IR, Pfeifen u. Raucherartikel en gros u. Export, BCto: C.- u. D.-B., ☏ Ia, 2336, kl. Burstah 1/3, ⊠ 11, Inh: J. F. L. Busse. Siehe auch Geschäfts- u. Berufszweige (III) unter: Bruyèrepfeifen u. Raucherartikel bbox=[1142, 532, 1456, 614]
directory-entry: — E. O., Messerschmied, BCto: Volksb., gr. Burstah 7, ⊠ 11, Wohn: Lehmweg 52, ⊠ 30 bbox=[490, 1572, 801, 1604]
directory-entry: — Frl. Elise, Lehrerin, Sillemstr. 27 bbox=[164, 1516, 358, 1532]
directory-entry: — F. E., Altstädterstr. 33, ⊠ 1 bbox=[1142, 1223, 1303, 1239]
directory-entry: — Friedr., Uhrm., Barmbeckerstr. 15 6 bbox=[1142, 413, 1351, 429]
directory-entry: — Ernst, Kutscher, Süderstr. 122, ⊠ 15 bbox=[490, 922, 702, 938]
directory-entry: — Friedr., Tallyman, Frankenstr. 36, ⊠ 15 bbox=[816, 1646, 1043, 1662]
directory-entry: — Wwe., Ferd., Holsteinischerkamp 1, ⊠ 22 bbox=[816, 791, 1058, 807]
directory-entry: — Friedr., Tischler, Deichstr. 52, ⊠ 11 bbox=[1142, 446, 1349, 462]
directory-entry: — Emilie, Musiklehrerin, Mühlenkamp 4 bbox=[490, 430, 714, 446]
column-4 bbox=[1138, 184, 1464, 1984]
directory-entry: — Frl. E., Holsteinischerkamp 53, ⊠ 22 bbox=[164, 678, 380, 694]
directory-entry: — Wwe. F., Arbtrin., Eilbeckerweg 79 bbox=[816, 610, 1023, 626]
directory-entry: — Friedr., Arbtr., Holsteinischerkamp 51, H. 1, ⊠ 22 bbox=[816, 1695, 1101, 1711]
directory-entry: — Friedr., Händler, Kirchenweg 22, ⊠ 5 bbox=[816, 1711, 1035, 1727]
directory-entry: — Ferd., Reisender, Lorenzstr. 18, ⊠ 15 bbox=[816, 774, 1033, 790]
directory-entry: — Friedr., Cig.-Hdlg., Gosslerstr. 19, ⊠ 30 bbox=[816, 1744, 1048, 1760]
